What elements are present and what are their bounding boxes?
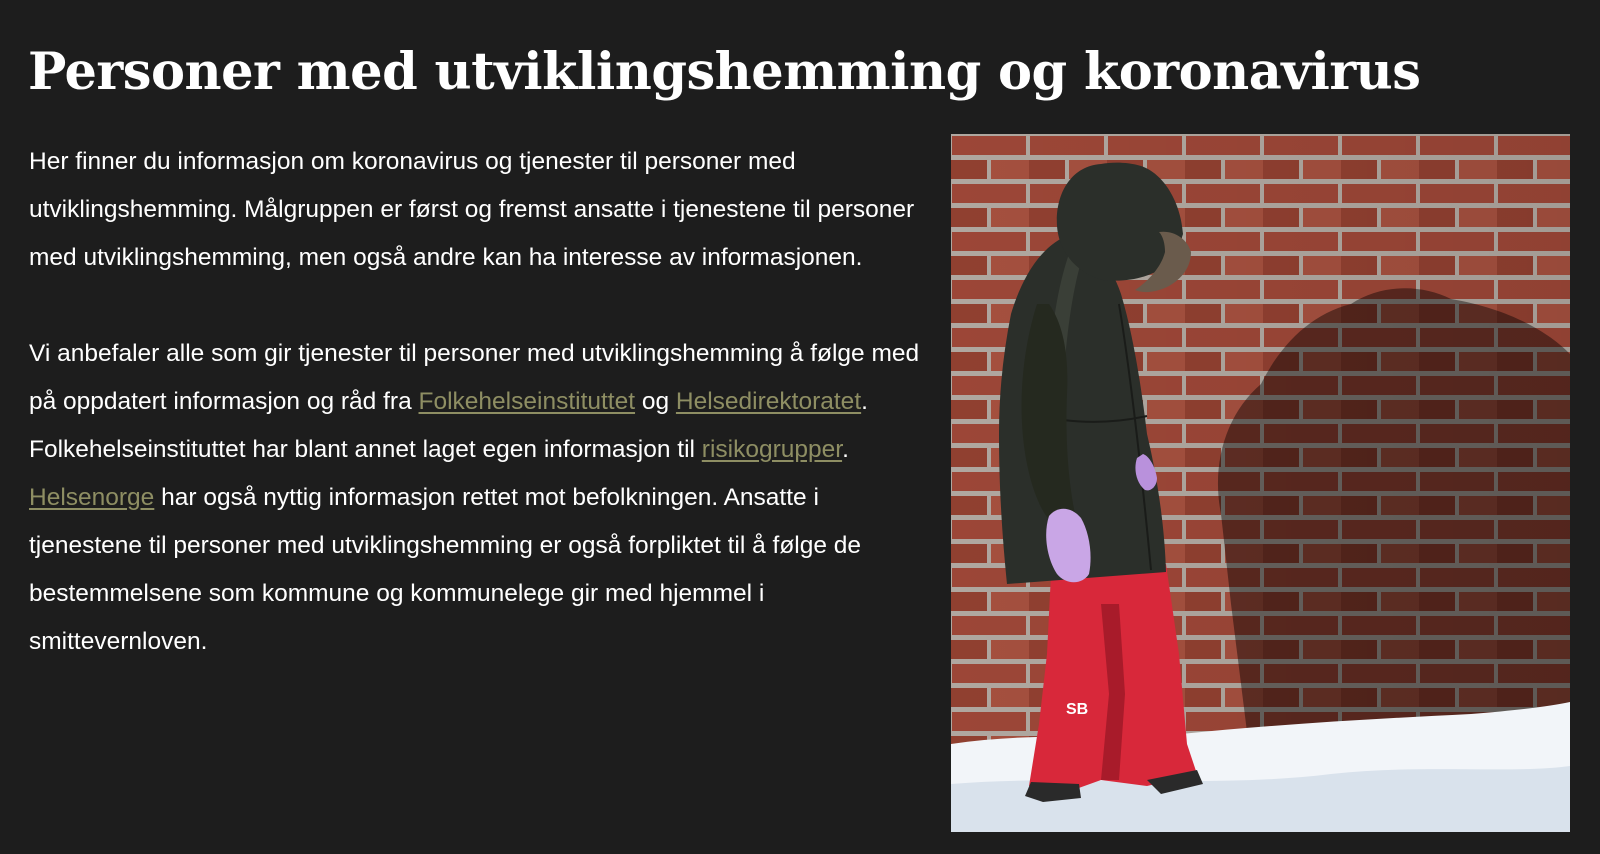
pants-logo: SB bbox=[1066, 701, 1089, 718]
body-text-5: har også nyttig informasjon rettet mot befolkningen. Ansatte i tjenestene til personer med utviklingshemming er også forpliktet til å følge de bestemmelsene som kommune og kommunelege gir med hjemmel i smittevernloven. bbox=[29, 484, 862, 655]
body-text-1: Vi anbefaler alle som gir tjenester til personer med utviklingshemming å følge med på oppdatert informasjon og råd fra bbox=[29, 340, 920, 415]
article-photo bbox=[951, 134, 1570, 832]
body-text-4: . bbox=[842, 436, 849, 463]
body-text-3: . Folkehelseinstituttet har blant annet laget egen informasjon til bbox=[29, 388, 868, 463]
body-text-2: og bbox=[635, 388, 676, 415]
link-helsenorge[interactable]: Helsenorge bbox=[29, 484, 155, 511]
page-title: Personer med utviklingshemming og koronavirus bbox=[28, 42, 1421, 102]
link-helsedirektoratet[interactable]: Helsedirektoratet bbox=[675, 388, 862, 415]
link-folkehelseinstituttet[interactable]: Folkehelseinstituttet bbox=[418, 388, 636, 415]
intro-paragraph: Her finner du informasjon om koronavirus og tjenester til personer med utviklingshemming. Målgruppen er først og fremst ansatte i tjenestene til personer med utviklingshemming, men også andre kan ha interesse av informasjonen. bbox=[29, 148, 915, 271]
photo-child-in-winter-coat bbox=[951, 134, 1570, 832]
article-text bbox=[29, 138, 924, 666]
body-paragraph bbox=[29, 330, 924, 666]
link-risikogrupper[interactable]: risikogrupper bbox=[701, 436, 843, 463]
